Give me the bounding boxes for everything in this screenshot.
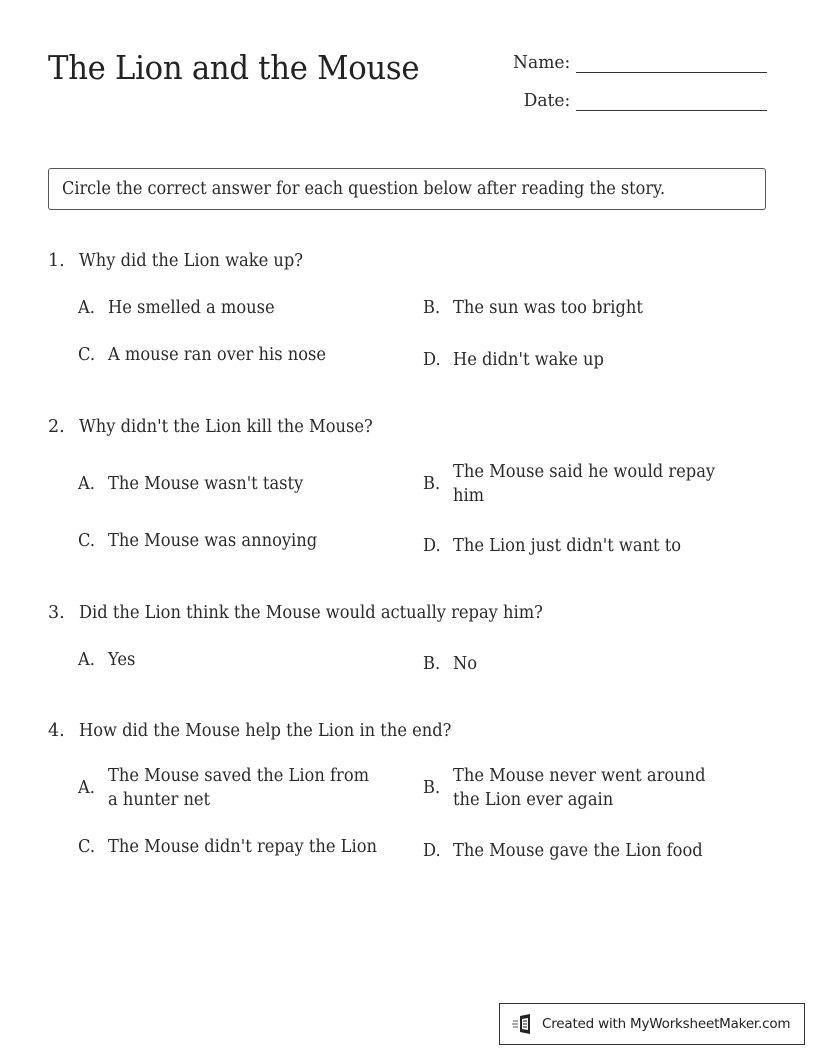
- option-letter: C.: [78, 531, 96, 551]
- question-number: 2.: [48, 417, 65, 437]
- option-letter: D.: [423, 536, 441, 556]
- option-1a[interactable]: [78, 296, 287, 320]
- option-text: A mouse ran over his nose: [108, 345, 326, 365]
- option-1c[interactable]: [78, 343, 342, 367]
- option-text-line: him: [453, 486, 485, 506]
- question-4: [48, 721, 479, 741]
- option-letter: B.: [423, 778, 441, 798]
- option-text: The Mouse was annoying: [108, 531, 318, 551]
- question-text: How did the Mouse help the Lion in the end?: [79, 721, 452, 741]
- option-text: The Mouse wasn't tasty: [108, 474, 304, 494]
- option-2a[interactable]: [78, 472, 318, 496]
- date-label: Date:: [523, 90, 571, 111]
- question-number: 1.: [48, 251, 65, 271]
- option-letter: A.: [78, 650, 95, 670]
- option-text: [453, 764, 706, 812]
- option-2c[interactable]: [78, 529, 333, 553]
- name-line[interactable]: [576, 52, 767, 73]
- question-number: 4.: [48, 721, 65, 741]
- option-4d[interactable]: [423, 839, 722, 863]
- footer-credit[interactable]: [499, 1003, 805, 1045]
- option-text: No: [453, 654, 478, 674]
- option-letter: B.: [423, 474, 441, 494]
- name-label: Name:: [513, 52, 571, 73]
- question-text: Why did the Lion wake up?: [79, 251, 304, 271]
- option-text-line: The Mouse never went around: [453, 766, 706, 786]
- option-text: [108, 764, 369, 812]
- worksheet-title: The Lion and the Mouse: [48, 48, 420, 87]
- date-field[interactable]: [500, 90, 767, 111]
- question-number: 3.: [48, 603, 65, 623]
- option-text-line: a hunter net: [108, 790, 211, 810]
- option-4b[interactable]: [423, 764, 725, 812]
- option-text: The Lion just didn't want to: [453, 536, 682, 556]
- name-field[interactable]: [500, 52, 767, 73]
- option-3b[interactable]: [423, 652, 479, 676]
- option-text: The Mouse didn't repay the Lion: [108, 837, 377, 857]
- option-text: Yes: [108, 650, 136, 670]
- option-letter: C.: [78, 837, 96, 857]
- option-2d[interactable]: [423, 534, 698, 558]
- option-text: [453, 460, 715, 508]
- instructions-box: [48, 168, 766, 210]
- option-text: He didn't wake up: [453, 350, 604, 370]
- option-3a[interactable]: [78, 648, 137, 672]
- option-letter: A.: [78, 298, 95, 318]
- option-letter: B.: [423, 654, 441, 674]
- option-letter: A.: [78, 778, 95, 798]
- option-4a[interactable]: [78, 764, 389, 812]
- question-text: Why didn't the Lion kill the Mouse?: [79, 417, 373, 437]
- footer-text: Created with MyWorksheetMaker.com: [542, 1016, 791, 1032]
- option-letter: D.: [423, 350, 441, 370]
- question-2: [48, 417, 395, 437]
- option-letter: A.: [78, 474, 95, 494]
- option-2b[interactable]: [423, 460, 735, 508]
- option-text: He smelled a mouse: [108, 298, 275, 318]
- option-text: The sun was too bright: [453, 298, 643, 318]
- option-letter: C.: [78, 345, 96, 365]
- worksheet-logo-icon: [512, 1013, 534, 1035]
- option-1d[interactable]: [423, 348, 615, 372]
- option-1b[interactable]: [423, 296, 657, 320]
- question-3: [48, 603, 578, 623]
- option-letter: D.: [423, 841, 441, 861]
- option-text-line: The Mouse saved the Lion from: [108, 766, 370, 786]
- option-text-line: the Lion ever again: [453, 790, 614, 810]
- option-letter: B.: [423, 298, 441, 318]
- option-4c[interactable]: [78, 835, 397, 859]
- question-text: Did the Lion think the Mouse would actually repay him?: [79, 603, 543, 623]
- instructions-text: Circle the correct answer for each question below after reading the story.: [62, 179, 666, 199]
- date-line[interactable]: [576, 90, 767, 111]
- option-text: The Mouse gave the Lion food: [453, 841, 703, 861]
- question-1: [48, 251, 320, 271]
- option-text-line: The Mouse said he would repay: [453, 462, 716, 482]
